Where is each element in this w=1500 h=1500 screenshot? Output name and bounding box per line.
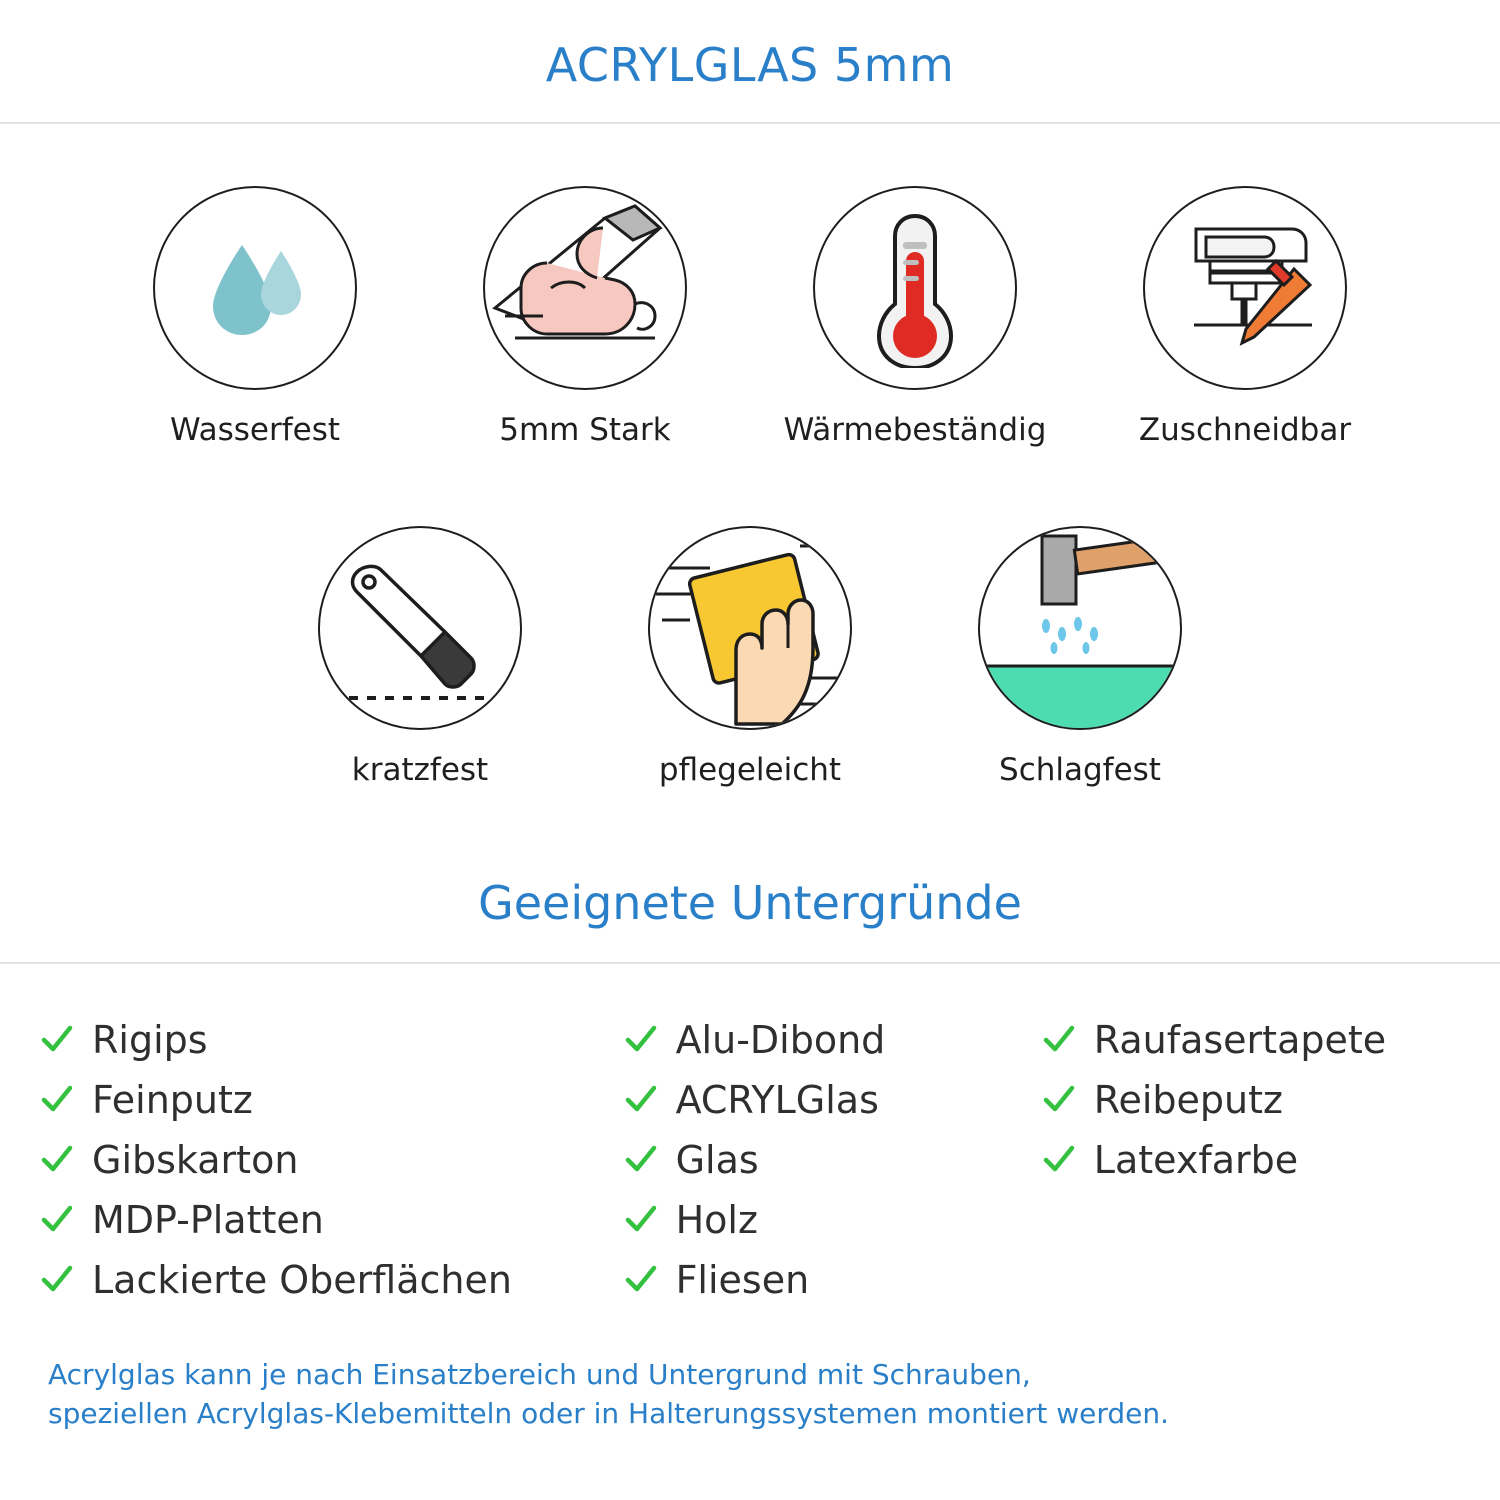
substrate-label: ACRYLGlas bbox=[675, 1078, 879, 1122]
feature-label: Wasserfest bbox=[169, 412, 341, 448]
jigsaw-cutter-icon bbox=[1160, 203, 1330, 373]
list-item bbox=[624, 1070, 1042, 1130]
list-item bbox=[1042, 1130, 1460, 1190]
check-icon bbox=[624, 1203, 658, 1237]
feature-wasserfest bbox=[90, 186, 420, 448]
check-icon bbox=[624, 1143, 658, 1177]
footnote bbox=[0, 1310, 1500, 1433]
section-title: Geeignete Untergründe bbox=[478, 876, 1022, 930]
hammer-impact-icon bbox=[980, 528, 1180, 728]
substrate-label: Raufasertapete bbox=[1093, 1018, 1387, 1062]
feature-icon-circle bbox=[1143, 186, 1347, 390]
substrate-column-1 bbox=[40, 1010, 624, 1310]
footnote-line-2: speziellen Acrylglas-Klebemitteln oder in Halterungssystemen montiert werden. bbox=[48, 1396, 1170, 1430]
feature-zuschneidbar bbox=[1080, 186, 1410, 448]
feature-label: kratzfest bbox=[351, 752, 489, 788]
footnote-line-1: Acrylglas kann je nach Einsatzbereich und Untergrund mit Schrauben, bbox=[48, 1358, 1031, 1391]
feature-icon-circle bbox=[813, 186, 1017, 390]
list-item bbox=[624, 1250, 1042, 1310]
substrate-label: Fliesen bbox=[675, 1258, 810, 1302]
feature-row-1 bbox=[0, 186, 1500, 448]
feature-label: Wärmebeständig bbox=[783, 412, 1047, 448]
substrate-label: Feinputz bbox=[92, 1078, 253, 1122]
header-title-area bbox=[0, 0, 1500, 122]
substrate-label: MDP-Platten bbox=[92, 1198, 324, 1242]
check-icon bbox=[40, 1143, 74, 1177]
knife-scratch-icon bbox=[335, 548, 505, 708]
list-item bbox=[624, 1190, 1042, 1250]
feature-grid bbox=[0, 124, 1500, 788]
list-item bbox=[1042, 1010, 1460, 1070]
list-item bbox=[1042, 1070, 1460, 1130]
feature-label: pflegeleicht bbox=[658, 752, 842, 788]
substrate-label: Holz bbox=[675, 1198, 758, 1242]
substrate-label: Latexfarbe bbox=[1093, 1138, 1299, 1182]
list-item bbox=[40, 1130, 624, 1190]
feature-icon-circle bbox=[483, 186, 687, 390]
page-title: ACRYLGLAS 5mm bbox=[545, 38, 955, 92]
list-item bbox=[624, 1010, 1042, 1070]
substrate-label: Lackierte Oberflächen bbox=[92, 1258, 512, 1302]
check-icon bbox=[1042, 1083, 1076, 1117]
check-icon bbox=[40, 1203, 74, 1237]
feature-kratzfest bbox=[255, 526, 585, 788]
substrate-label: Glas bbox=[675, 1138, 759, 1182]
substrate-label: Alu-Dibond bbox=[675, 1018, 886, 1062]
strong-arm-icon bbox=[485, 188, 685, 388]
water-drops-icon bbox=[180, 213, 330, 363]
feature-row-2 bbox=[0, 526, 1500, 788]
substrate-column-2 bbox=[624, 1010, 1042, 1310]
list-item bbox=[624, 1130, 1042, 1190]
check-icon bbox=[40, 1023, 74, 1057]
cleaning-cloth-icon bbox=[650, 528, 850, 728]
feature-label: Schlagfest bbox=[999, 752, 1161, 788]
feature-label: Zuschneidbar bbox=[1138, 412, 1352, 448]
feature-icon-circle bbox=[318, 526, 522, 730]
check-icon bbox=[624, 1023, 658, 1057]
list-item bbox=[40, 1250, 624, 1310]
substrate-label: Rigips bbox=[92, 1018, 208, 1062]
feature-icon-circle bbox=[648, 526, 852, 730]
feature-icon-circle bbox=[978, 526, 1182, 730]
feature-waermebestaendig bbox=[750, 186, 1080, 448]
check-icon bbox=[40, 1083, 74, 1117]
thermometer-icon bbox=[845, 208, 985, 368]
list-item bbox=[40, 1010, 624, 1070]
substrate-label: Gibskarton bbox=[92, 1138, 299, 1182]
substrate-column-3 bbox=[1042, 1010, 1460, 1310]
check-icon bbox=[1042, 1023, 1076, 1057]
substrate-list bbox=[0, 964, 1500, 1310]
substrate-label: Reibeputz bbox=[1093, 1078, 1283, 1122]
feature-pflegeleicht bbox=[585, 526, 915, 788]
check-icon bbox=[1042, 1143, 1076, 1177]
check-icon bbox=[624, 1263, 658, 1297]
feature-schlagfest bbox=[915, 526, 1245, 788]
check-icon bbox=[624, 1083, 658, 1117]
list-item bbox=[40, 1070, 624, 1130]
feature-icon-circle bbox=[153, 186, 357, 390]
check-icon bbox=[40, 1263, 74, 1297]
feature-label: 5mm Stark bbox=[499, 412, 671, 448]
list-item bbox=[40, 1190, 624, 1250]
feature-5mm-stark bbox=[420, 186, 750, 448]
